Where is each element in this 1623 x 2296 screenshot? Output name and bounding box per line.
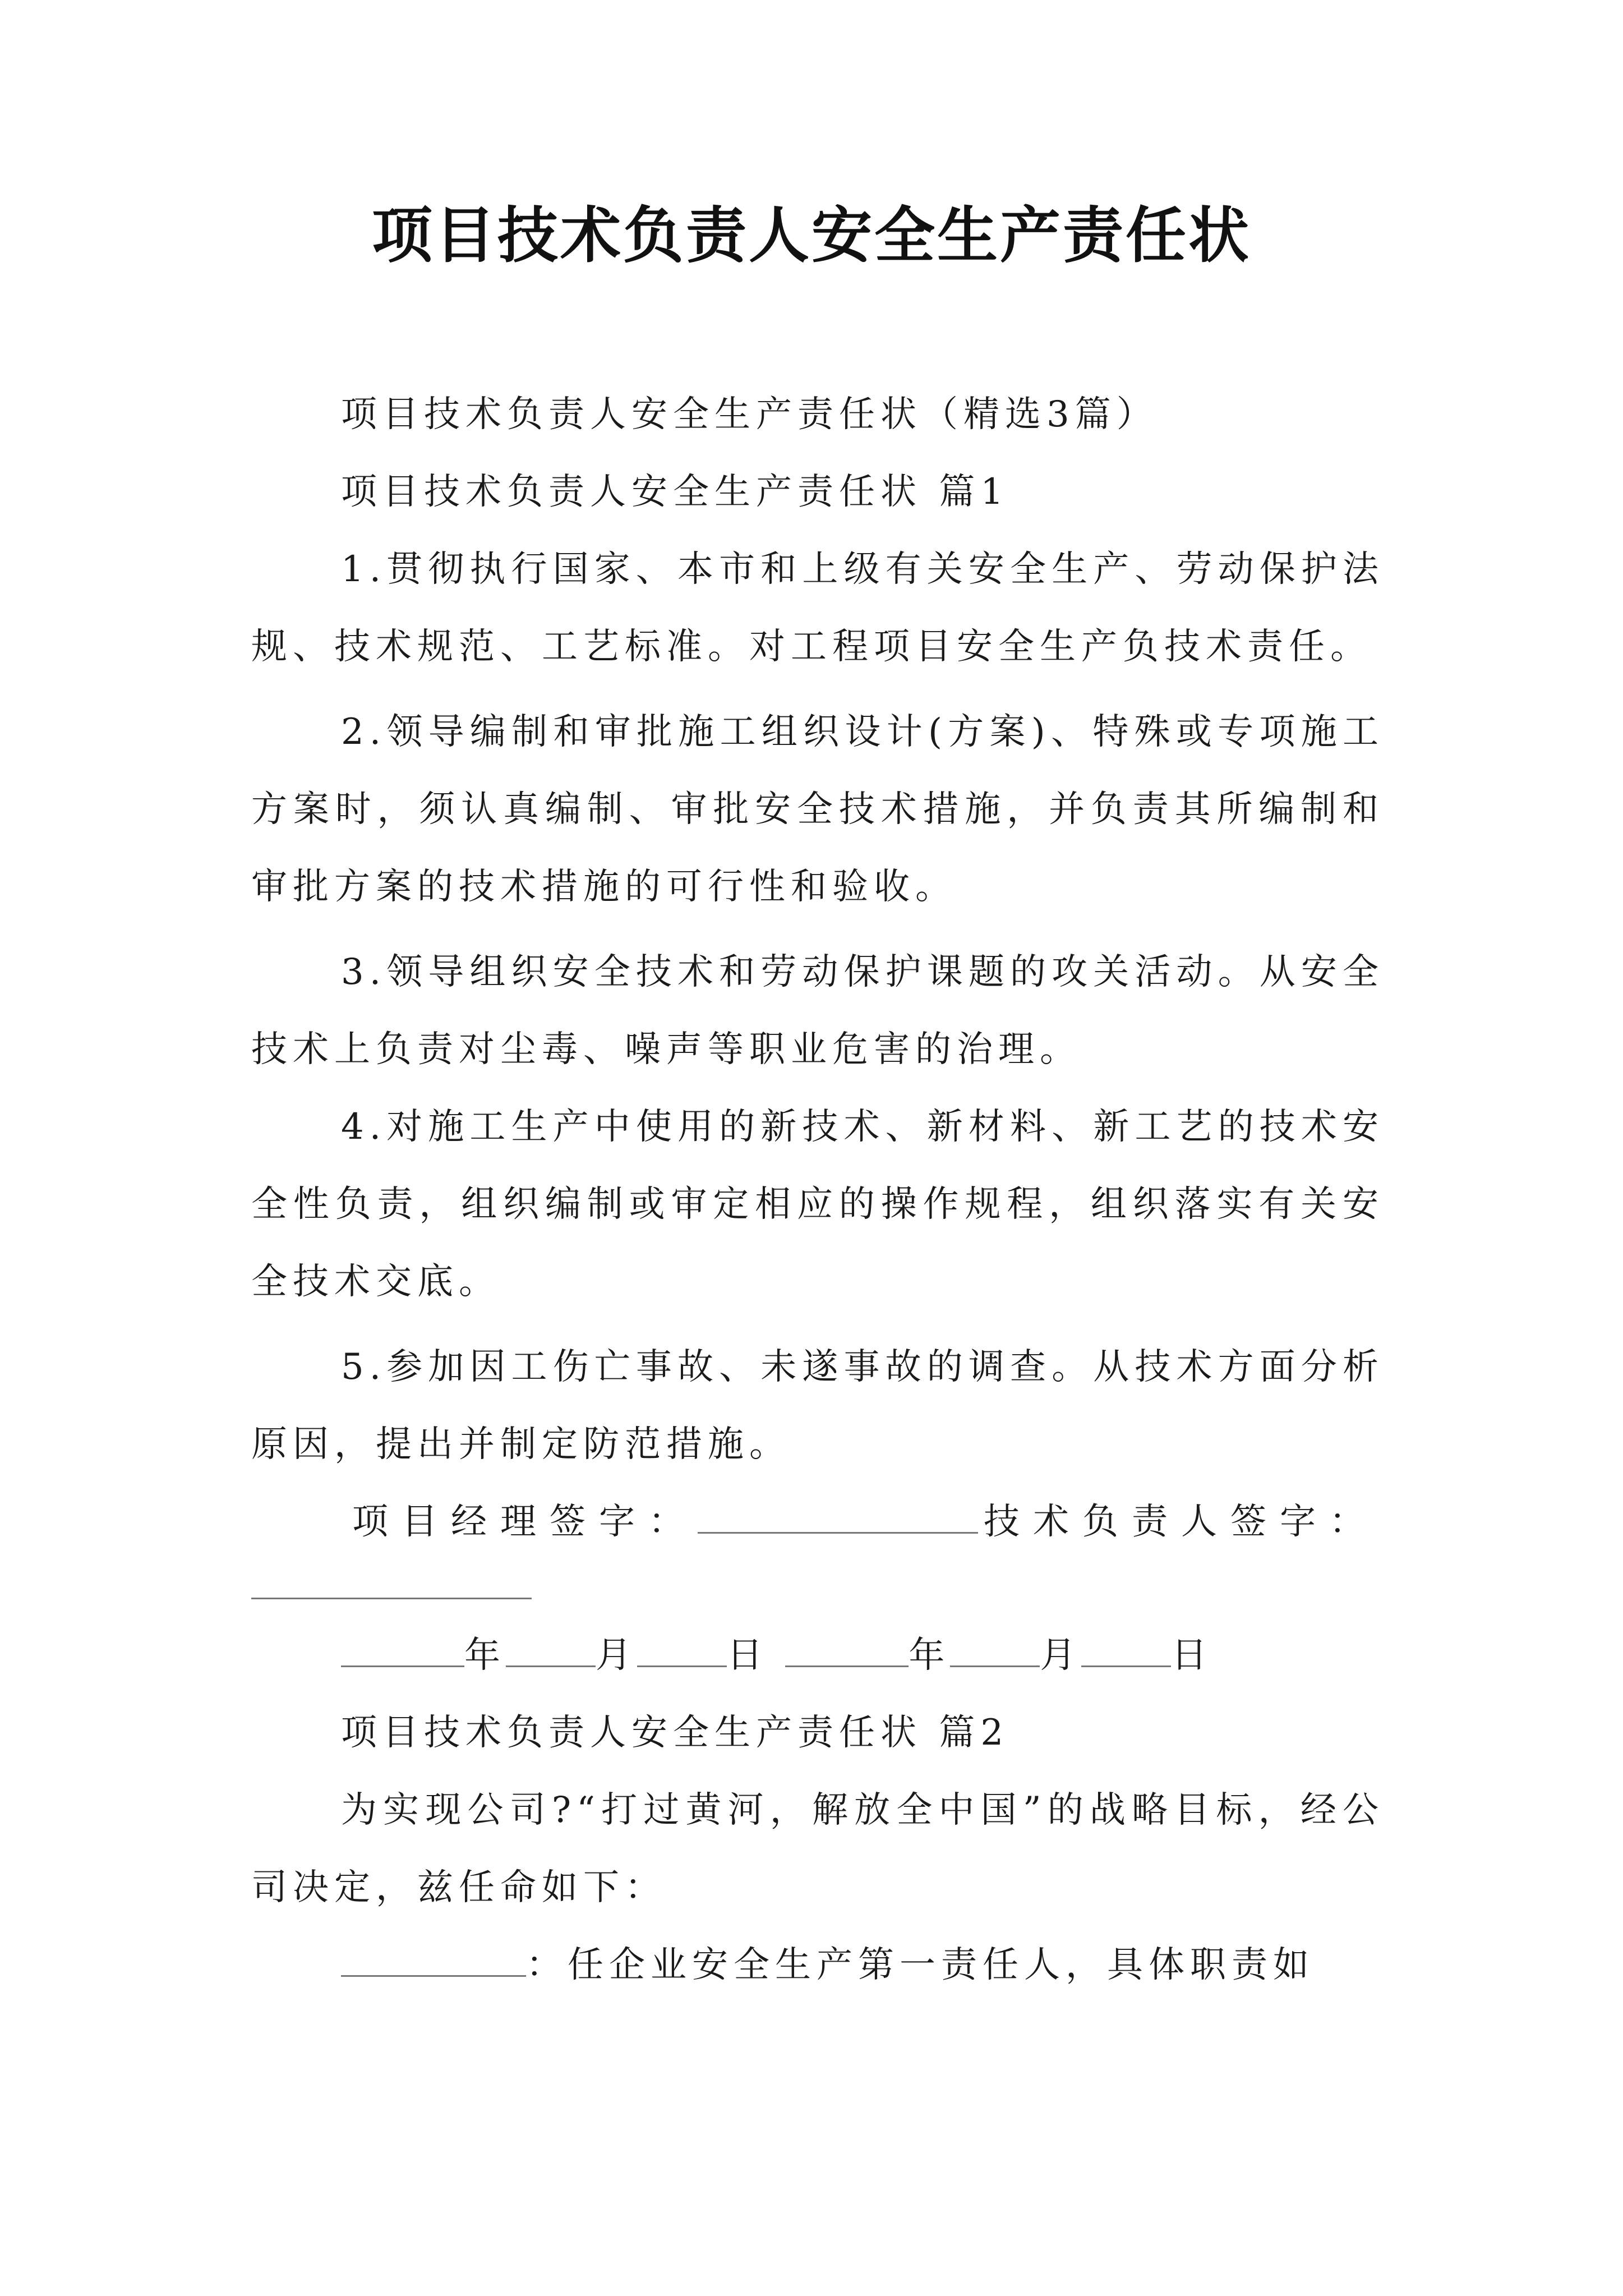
date-year-blank-2[interactable] [785, 1634, 909, 1667]
part2-heading: 项目技术负责人安全生产责任状 篇2 [341, 1712, 1009, 1754]
month-label-1: 月 [596, 1635, 637, 1676]
month-label-2: 月 [1040, 1635, 1082, 1676]
year-label-1: 年 [464, 1635, 506, 1676]
part2-intro: 为实现公司?“打过黄河，解放全中国”的战略目标，经公司决定，兹任命如下： [251, 1789, 1384, 1908]
item-3: 3.领导组织安全技术和劳动保护课题的攻关活动。从安全技术上负责对尘毒、噪声等职业危害的治理。 [251, 951, 1384, 1070]
date-month-blank-1[interactable] [506, 1634, 596, 1667]
document-body [251, 376, 1384, 2004]
appointee-name-blank[interactable] [341, 1944, 526, 1977]
part2-appointment [251, 1926, 1384, 2004]
year-label-2: 年 [909, 1635, 951, 1676]
signature-line [251, 1483, 1384, 1561]
document-subtitle: 项目技术负责人安全生产责任状（精选3篇） [341, 394, 1158, 435]
item-1: 1.贯彻执行国家、本市和上级有关安全生产、劳动保护法规、技术规范、工艺标准。对工程项目安全生产负技术责任。 [251, 549, 1384, 668]
tech-lead-signature-label: 技术负责人签字： [984, 1501, 1378, 1543]
date-year-blank-1[interactable] [341, 1634, 464, 1667]
date-day-blank-2[interactable] [1081, 1634, 1171, 1667]
item-5: 5.参加因工伤亡事故、未遂事故的调查。从技术方面分析原因，提出并制定防范措施。 [251, 1346, 1384, 1465]
date-month-blank-2[interactable] [950, 1634, 1040, 1667]
project-manager-signature-label: 项目经理签字： [352, 1501, 698, 1543]
item-4: 4.对施工生产中使用的新技术、新材料、新工艺的技术安全性负责，组织编制或审定相应的操作规程，组织落实有关安全技术交底。 [251, 1106, 1384, 1303]
tech-lead-signature-blank[interactable] [251, 1566, 532, 1599]
date-day-blank-1[interactable] [637, 1634, 727, 1667]
part2-appointment-text: ：任企业安全生产第一责任人，具体职责如 [526, 1944, 1315, 1986]
project-manager-signature-blank[interactable] [698, 1501, 978, 1534]
signature-line-continued [251, 1561, 1384, 1617]
day-label-1: 日 [727, 1635, 768, 1676]
part1-heading: 项目技术负责人安全生产责任状 篇1 [341, 471, 1009, 513]
date-line [251, 1617, 1384, 1694]
day-label-2: 日 [1171, 1635, 1213, 1676]
document-title: 项目技术负责人安全生产责任状 [371, 200, 1251, 271]
item-2: 2.领导编制和审批施工组织设计(方案)、特殊或专项施工方案时，须认真编制、审批安全技术措施，并负责其所编制和审批方案的技术措施的可行性和验收。 [251, 711, 1384, 908]
